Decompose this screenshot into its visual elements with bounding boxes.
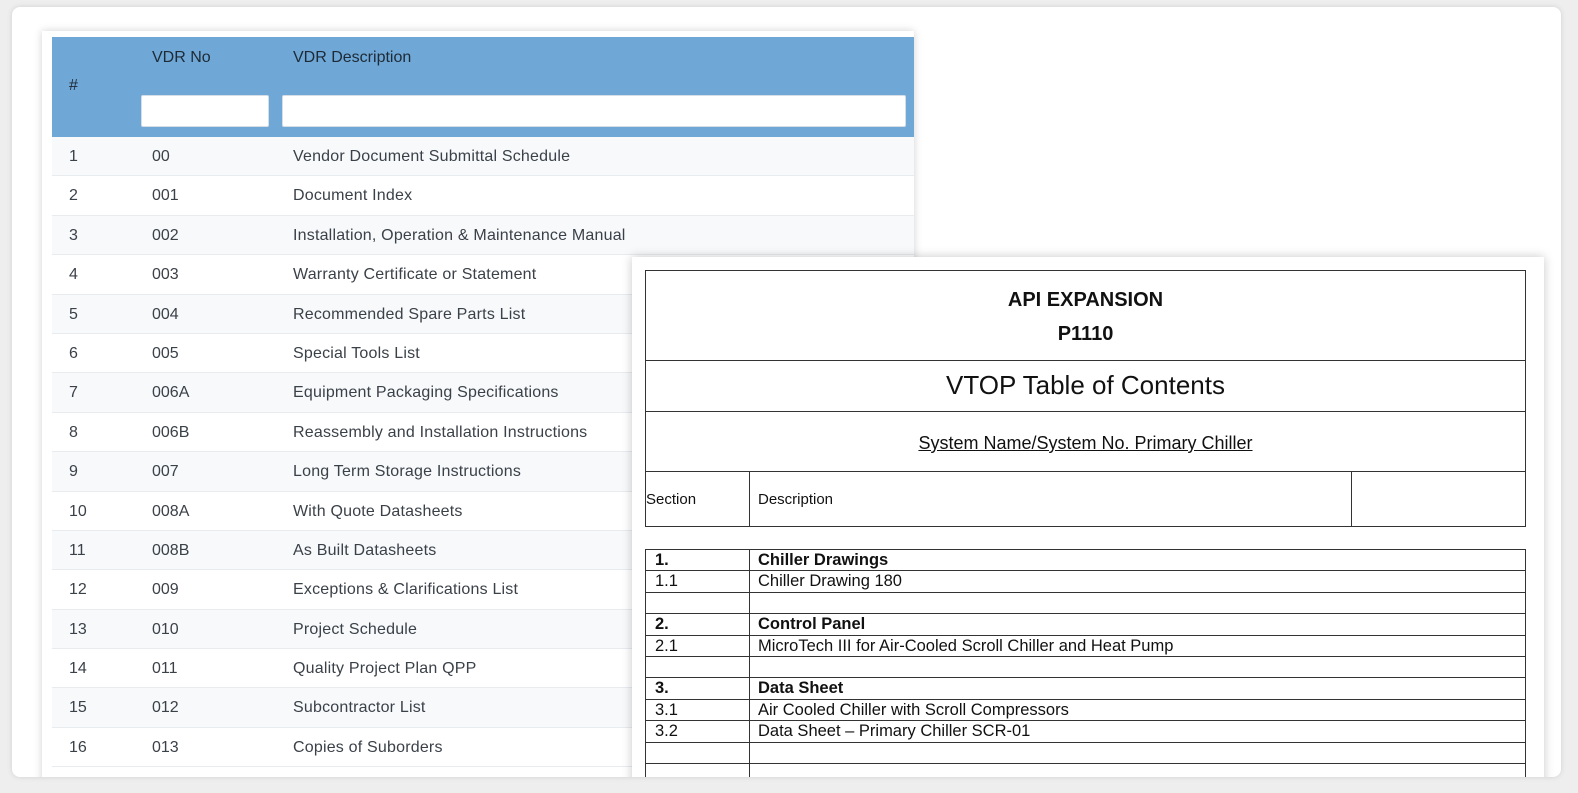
row-number: 6	[69, 344, 78, 362]
row-vdr-no: 003	[152, 266, 179, 284]
row-vdr-description: Vendor Document Submittal Schedule	[293, 148, 571, 165]
row-number: 8	[69, 423, 78, 441]
toc-row	[646, 571, 1525, 592]
toc-section-number: 3.1	[655, 700, 678, 719]
column-divider	[749, 700, 750, 720]
row-vdr-description: Warranty Certificate or Statement	[293, 266, 537, 284]
row-vdr-no: 009	[152, 581, 179, 599]
toc-column-header-row	[646, 472, 1525, 526]
toc-row	[646, 743, 1525, 764]
toc-section-number: 1.1	[655, 572, 678, 591]
column-header-vdr-no[interactable]: VDR No	[152, 49, 211, 66]
table-row[interactable]	[52, 137, 914, 176]
toc-section-number: 1.	[655, 551, 669, 569]
toc-row	[646, 550, 1525, 571]
row-vdr-description: Special Tools List	[293, 344, 420, 362]
toc-section-number: 3.2	[655, 722, 678, 741]
vtop-document-card	[632, 257, 1544, 777]
toc-section-description: Control Panel	[758, 615, 866, 634]
table-row[interactable]	[52, 176, 914, 215]
row-vdr-description: Recommended Spare Parts List	[293, 305, 526, 323]
toc-section-description: Data Sheet	[758, 679, 844, 698]
project-number: P1110	[1057, 323, 1114, 345]
row-vdr-description: Copies of Suborders	[293, 738, 443, 756]
column-divider	[749, 636, 750, 656]
column-divider	[749, 571, 750, 591]
vtop-header-box	[645, 270, 1526, 527]
row-vdr-description: With Quote Datasheets	[293, 502, 463, 520]
column-divider	[749, 657, 750, 677]
row-vdr-no: 002	[152, 226, 179, 244]
row-vdr-no: 010	[152, 620, 179, 638]
row-vdr-description: Project Schedule	[293, 620, 418, 638]
toc-section-description: Chiller Drawings	[758, 551, 889, 569]
vdr-table-header	[52, 37, 914, 137]
toc-section-description: MicroTech III for Air-Cooled Scroll Chiller and Heat Pump	[758, 636, 1174, 655]
row-number: 16	[69, 738, 87, 756]
toc-column-description: Description	[758, 491, 834, 508]
row-vdr-no: 007	[152, 463, 179, 481]
row-number: 1	[69, 148, 78, 165]
column-header-vdr-description[interactable]: VDR Description	[293, 49, 412, 66]
table-row[interactable]	[52, 216, 914, 255]
row-vdr-no: 006A	[152, 384, 190, 402]
row-number: 4	[69, 266, 78, 284]
column-divider	[749, 550, 750, 570]
row-vdr-description: Long Term Storage Instructions	[293, 463, 522, 481]
column-divider	[749, 472, 750, 526]
toc-row	[646, 593, 1525, 614]
toc-section-number: 2.1	[655, 636, 678, 655]
row-vdr-description: Installation, Operation & Maintenance Manual	[293, 226, 626, 244]
toc-section-description: Data Sheet – Primary Chiller SCR-01	[758, 722, 1031, 741]
toc-row	[646, 764, 1525, 777]
vdr-no-filter-input[interactable]	[141, 95, 269, 127]
row-vdr-no: 001	[152, 187, 179, 205]
row-vdr-description: Reassembly and Installation Instructions	[293, 423, 588, 441]
toc-row	[646, 678, 1525, 699]
system-name-section	[646, 412, 1525, 472]
row-vdr-description: Document Index	[293, 187, 413, 205]
toc-section-number: 3.	[655, 679, 669, 698]
toc-row	[646, 614, 1525, 635]
column-divider	[749, 743, 750, 763]
column-divider	[749, 764, 750, 777]
column-divider	[749, 614, 750, 634]
toc-table	[645, 549, 1526, 777]
row-vdr-no: 011	[152, 660, 178, 678]
row-vdr-no: 008A	[152, 502, 190, 520]
toc-row	[646, 700, 1525, 721]
vtop-heading: VTOP Table of Contents	[946, 370, 1225, 400]
row-vdr-no: 008B	[152, 541, 190, 559]
column-divider	[749, 721, 750, 741]
row-number: 12	[69, 581, 87, 599]
row-vdr-description: Exceptions & Clarifications List	[293, 581, 519, 599]
toc-section-description: Air Cooled Chiller with Scroll Compressors	[758, 700, 1069, 719]
row-number: 11	[69, 541, 86, 559]
system-name-line: System Name/System No. Primary Chiller	[918, 433, 1253, 453]
row-number: 15	[69, 699, 87, 717]
row-number: 9	[69, 463, 78, 481]
row-vdr-description: Subcontractor List	[293, 699, 426, 717]
row-vdr-no: 012	[152, 699, 179, 717]
row-vdr-no: 006B	[152, 423, 190, 441]
toc-row	[646, 721, 1525, 742]
column-header-number[interactable]: #	[69, 77, 78, 94]
row-number: 14	[69, 660, 87, 678]
row-number: 13	[69, 620, 87, 638]
project-title-section	[646, 271, 1525, 361]
row-number: 10	[69, 502, 87, 520]
toc-row	[646, 636, 1525, 657]
toc-section-description: Chiller Drawing 180	[758, 572, 902, 591]
row-vdr-description: Equipment Packaging Specifications	[293, 384, 559, 402]
row-vdr-no: 00	[152, 148, 170, 165]
column-divider	[749, 593, 750, 613]
row-vdr-no: 004	[152, 305, 179, 323]
screenshot-frame	[12, 7, 1561, 777]
column-divider	[749, 678, 750, 698]
column-divider	[1351, 472, 1352, 526]
toc-section-number: 2.	[655, 615, 669, 634]
vdr-description-filter-input[interactable]	[282, 95, 906, 127]
row-vdr-description: Quality Project Plan QPP	[293, 660, 477, 678]
row-number: 2	[69, 187, 78, 205]
vtop-heading-section	[646, 361, 1525, 412]
row-vdr-description: As Built Datasheets	[293, 541, 437, 559]
row-number: 5	[69, 305, 78, 323]
row-number: 3	[69, 226, 78, 244]
row-vdr-no: 013	[152, 738, 179, 756]
row-number: 7	[69, 384, 78, 402]
row-vdr-no: 005	[152, 344, 179, 362]
toc-column-section: Section	[646, 491, 697, 508]
toc-row	[646, 657, 1525, 678]
project-title: API EXPANSION	[1007, 289, 1164, 311]
